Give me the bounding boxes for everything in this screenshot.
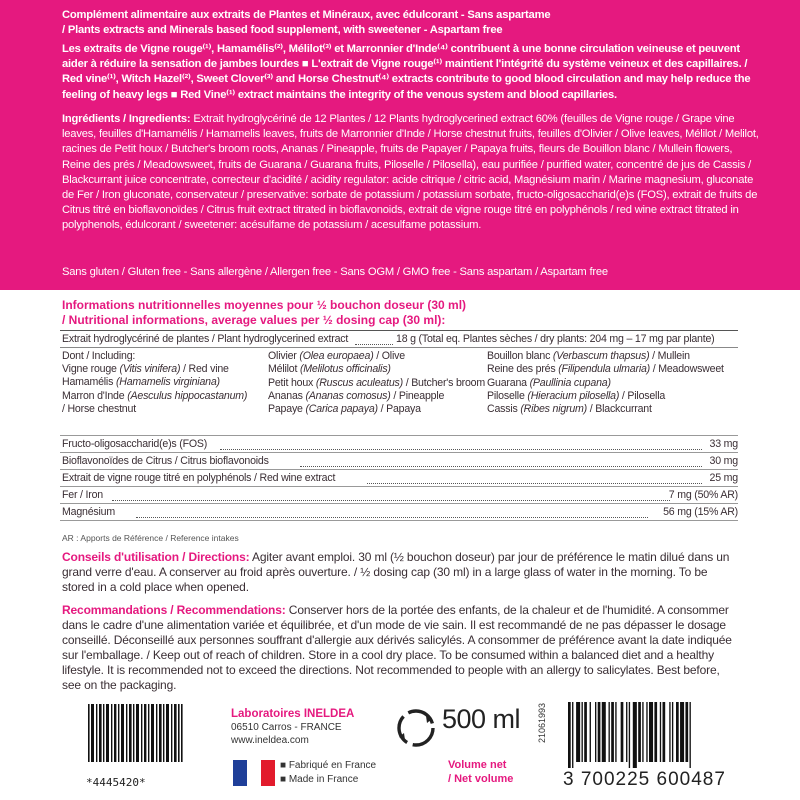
title-en: / Plants extracts and Minerals based food supplement, with sweetener - Aspartam free (62, 24, 503, 37)
lab-address: 06510 Carros - FRANCE (231, 722, 342, 733)
nutrient-label: Bioflavonoïdes de Citrus / Citrus bioflavonoids (62, 455, 269, 467)
plant-entry (268, 390, 483, 403)
flag-stripe-white (247, 760, 261, 786)
leader-dots (220, 449, 702, 450)
recommendations-label: Recommandations / Recommendations: (62, 603, 286, 617)
barcode-bar (685, 702, 688, 762)
health-claims: Les extraits de Vigne rouge⁽¹⁾, Hamamélis⁽²⁾, Mélilot⁽³⁾ et Marronnier d'Inde⁽⁴⁾ contribuent à une bonne circulation veineuse et peuvent aider à réduire la sensation de jambes lourdes ■ L'extrait de Vigne rouge⁽¹⁾ maintient l'intégrité du système veineux et des capillaires. / Red vine⁽¹⁾, Witch Hazel⁽²⁾, Sweet Clover⁽³⁾ and Horse Chestnut⁽⁴⁾ extracts contribute to good blood circulation and may help reduce the feeling of heavy legs ■ Red Vine⁽¹⁾ extract maintains the integrity of the venous system and blood capillaries. (62, 43, 751, 101)
nutrition-title-fr: Informations nutritionnelles moyennes pour ½ bouchon doseur (30 ml) (62, 298, 467, 312)
ingredients-label: Ingrédients / Ingredients: (62, 113, 191, 125)
plant-latin-name: (Paullinia cupana) (529, 376, 611, 389)
divider (60, 469, 738, 470)
plant-entry (487, 377, 740, 390)
barcode-bar (584, 702, 587, 762)
plant-english-name: / Olive (376, 350, 405, 362)
plants-column-3 (487, 350, 740, 416)
nutrient-value: 25 mg (709, 472, 738, 484)
plant-entry (62, 403, 262, 416)
lab-website: www.ineldea.com (231, 735, 309, 746)
nutrient-value: 7 mg (50% AR) (668, 489, 738, 501)
plant-latin-name: (Ribes nigrum) (520, 403, 588, 416)
plant-name: Cassis (487, 403, 518, 416)
plant-name: Bouillon blanc (487, 350, 551, 362)
plant-latin-name: (Verbascum thapsus) (552, 350, 650, 362)
barcode-bar (676, 702, 679, 762)
nutrient-label: Fructo-oligosaccharid(e)s (FOS) (62, 438, 208, 450)
plant-english-name: / Pineapple (393, 389, 445, 402)
barcode-bar (690, 702, 691, 768)
pink-label-band (0, 0, 800, 290)
made-in-fr (280, 760, 376, 771)
plant-entry (62, 363, 262, 376)
nutrient-label: Magnésium (62, 506, 115, 518)
leader-dots (112, 500, 670, 501)
barcode-bar (609, 702, 610, 762)
barcode-bar (598, 702, 601, 762)
free-from-line: Sans gluten / Gluten free - Sans allergène / Allergen free - Sans OGM / GMO free - Sans aspartam / Aspartam free (62, 266, 608, 278)
plant-name: / Horse chestnut (62, 402, 136, 415)
barcode-bar (576, 702, 580, 762)
leader-dots (355, 344, 393, 345)
barcode-bar (621, 702, 624, 762)
barcode-bar (629, 702, 630, 768)
lot-code-box (539, 702, 553, 750)
recycle-icon (397, 709, 435, 747)
recommendations-text: Conserver hors de la portée des enfants, de la chaleur et de l'humidité. A consommer dans le cadre d'une alimentation variée et équilibrée, et d'un mode de vie sain. Il est recommandé de ne pas dépasser le dosage conseillé. Déconseillé aux personnes souffrant d'allergie aux dérivés salicylés. A consommer de préférence avant la date indiquée sur l'emballage. / Keep out of reach of children. Store in a cool dry place. To be consumed within a balanced diet and a healthy lifestyle. It is recommended not to exceed the directions. Not recommended to people with an allergy to salicylates. Best before, see on the packaging. (62, 603, 732, 692)
barcode-bar (672, 702, 673, 762)
plant-entry (487, 363, 740, 376)
flag-stripe-red (261, 760, 275, 786)
plant-name: Petit houx (268, 376, 314, 389)
barcode-bar (568, 702, 571, 768)
product-title (62, 8, 762, 38)
title-fr: Complément alimentaire aux extraits de Plantes et Minéraux, avec édulcorant - Sans aspartame (62, 9, 551, 21)
plant-latin-name: (Olea europaea) (299, 350, 374, 362)
divider (60, 503, 738, 504)
leader-dots (300, 466, 702, 467)
plant-latin-name: (Hamamelis virginiana) (115, 376, 220, 389)
barcode-bar (615, 702, 616, 762)
plant-entry (487, 350, 740, 363)
plant-english-name: / Mullein (652, 350, 690, 362)
pharma-barcode-bars (88, 704, 183, 762)
plant-latin-name: (Melilotus officinalis) (299, 363, 391, 376)
barcode-bar (638, 702, 641, 762)
barcode-bar (669, 702, 670, 762)
plant-name: Mélilot (268, 363, 298, 376)
made-in-fr-text: Fabriqué en France (288, 760, 377, 771)
plants-column-2 (268, 350, 483, 416)
plant-english-name: / Meadowsweet (652, 363, 724, 376)
plant-latin-name: (Carica papaya) (305, 403, 378, 416)
divider (60, 452, 738, 453)
nutrient-value: 33 mg (709, 438, 738, 450)
barcode-bar (602, 702, 606, 762)
barcode-bar (680, 702, 684, 762)
recommendations-block (62, 603, 740, 693)
plants-column-1 (62, 363, 262, 416)
plant-name: Vigne rouge (62, 363, 117, 375)
flag-stripe-blue (233, 760, 247, 786)
nutrient-value: 56 mg (15% AR) (663, 506, 738, 518)
net-volume-en: / Net volume (448, 773, 514, 785)
barcode-bar (660, 702, 661, 762)
french-flag (233, 760, 275, 786)
barcode-bar (582, 702, 583, 762)
leader-dots (136, 517, 648, 518)
plant-entry (268, 363, 483, 376)
ean-number: 3 700225 600487 (563, 769, 726, 790)
barcode-bar (654, 702, 657, 762)
plant-name: Olivier (268, 350, 297, 362)
plant-entry (268, 377, 483, 390)
extract-value: 18 g (Total eq. Plantes sèches / dry plants: 204 mg – 17 mg par plante) (396, 333, 715, 345)
plant-entry (268, 403, 483, 416)
barcode-bar (595, 702, 596, 762)
barcode-bar (642, 702, 643, 762)
directions-label: Conseils d'utilisation / Directions: (62, 550, 250, 564)
nutrient-value: 30 mg (709, 455, 738, 467)
plant-latin-name: (Ananas comosus) (305, 389, 391, 402)
nutrient-label: Fer / Iron (62, 489, 103, 501)
reference-note: AR : Apports de Référence / Reference intakes (62, 533, 239, 543)
barcode-bar (626, 702, 627, 762)
net-volume-fr: Volume net (448, 759, 507, 771)
barcode-bar (611, 702, 614, 762)
plant-latin-name: (Aesculus hippocastanum) (127, 389, 248, 402)
footer (0, 700, 800, 800)
directions-text: Agiter avant emploi. 30 ml (½ bouchon doseur) par jour de préférence le matin dilué dans un grand verre d'eau. A conserver au froid après ouverture. / ½ dosing cap (30 ml) in a large glass of water in the morning. To be stored in a cold place when opened. (62, 550, 730, 594)
divider (60, 347, 738, 348)
plant-name: Hamamélis (62, 376, 114, 389)
nutrient-label: Extrait de vigne rouge titré en polyphénols / Red wine extract (62, 472, 336, 484)
ingredients-block (62, 112, 762, 234)
ingredients-text: Extrait hydroglycériné de 12 Plantes / 12 Plants hydroglycerined extract 60% (feuilles de Vigne rouge / Grape vine leaves, feuilles d'Hamamélis / Hamamelis leaves, fruits de Marronnier d'Inde / Horse chestnut fruits, feuilles d'Olivier / Olive leaves, Mélilot / Melilot, racines de Petit houx / Butcher's broom roots, Ananas / Pineapple, fruits de Papayer / Papaya fruits, fleurs de Bouillon blanc / Mullein flowers, Reine des prés / Meadowsweet, fruits de Guarana / Guarana fruits, Piloselle / Pilosella), eau purifiée / purified water, concentré de jus de Cassis / Blackcurrant juice concentrate, correcteur d'acidité / acidity regulator: acide citrique / citric acid, Magnésium marin / Marine magnesium, gluconate de Fer / Iron gluconate, conservateur / preservative: sorbate de potassium / potassium sorbate, fructo-oligosaccharid(e)s (FOS), extrait de fruits de Citrus titré en bioflavonoïdes / Citrus fruit extract titrated in bioflavonoids, extrait de vigne rouge titré en polyphénols / red wine extract titrated in polyphenols, édulcorant / sweetener: acésulfame de potassium / acesulfame potassium. (62, 113, 759, 232)
divider (60, 435, 738, 436)
net-volume-label (448, 758, 513, 786)
plant-name: Papaye (268, 403, 303, 416)
including-label: Dont / Including: (62, 350, 136, 362)
checkbox-icon: ■ (280, 760, 289, 771)
plant-english-name: / Papaya (380, 403, 421, 416)
plant-english-name: / Pilosella (621, 389, 666, 402)
directions-block (62, 550, 740, 595)
barcode-bar (590, 702, 591, 762)
ean-barcode (568, 702, 733, 768)
nutrition-title (62, 298, 466, 328)
barcode-bar (572, 702, 573, 768)
plant-entry (487, 403, 740, 416)
made-in-en-text: Made in France (288, 774, 359, 785)
barcode-bar (663, 702, 666, 762)
plant-name: Reine des prés (487, 363, 556, 376)
plant-english-name: / Butcher's broom (405, 376, 485, 389)
plant-latin-name: (Ruscus aculeatus) (315, 376, 403, 389)
pharma-barcode (88, 704, 183, 762)
plant-english-name: / Blackcurrant (589, 403, 652, 416)
plant-entry (62, 376, 262, 389)
plant-name: Guarana (487, 376, 527, 389)
plant-latin-name: (Vitis vinifera) (119, 363, 181, 375)
lot-code: 21061993 (537, 702, 548, 744)
divider (60, 330, 738, 331)
plant-english-name: / Red vine (183, 363, 229, 375)
plant-latin-name: (Hieracium pilosella) (527, 389, 620, 402)
plant-name: Ananas (268, 389, 303, 402)
divider (60, 520, 738, 521)
plant-latin-name: (Filipendula ulmaria) (558, 363, 650, 376)
leader-dots (367, 483, 702, 484)
barcode-bar (633, 702, 637, 768)
divider (60, 486, 738, 487)
pharma-code: *4445420* (86, 776, 146, 789)
checkbox-icon: ■ (280, 774, 289, 785)
lab-name: Laboratoires INELDEA (231, 708, 355, 720)
barcode-bar (646, 702, 647, 762)
nutrition-title-en: / Nutritional informations, average values per ½ dosing cap (30 ml): (62, 313, 446, 327)
barcode-bar (649, 702, 653, 762)
plant-entry (62, 390, 262, 403)
plant-name: Piloselle (487, 389, 525, 402)
plant-entry (268, 350, 483, 363)
volume: 500 ml (442, 704, 521, 734)
plant-entry (487, 390, 740, 403)
plant-name: Marron d'Inde (62, 389, 125, 402)
extract-label: Extrait hydroglycériné de plantes / Plant hydroglycerined extract (62, 333, 349, 345)
made-in-en (280, 774, 358, 785)
